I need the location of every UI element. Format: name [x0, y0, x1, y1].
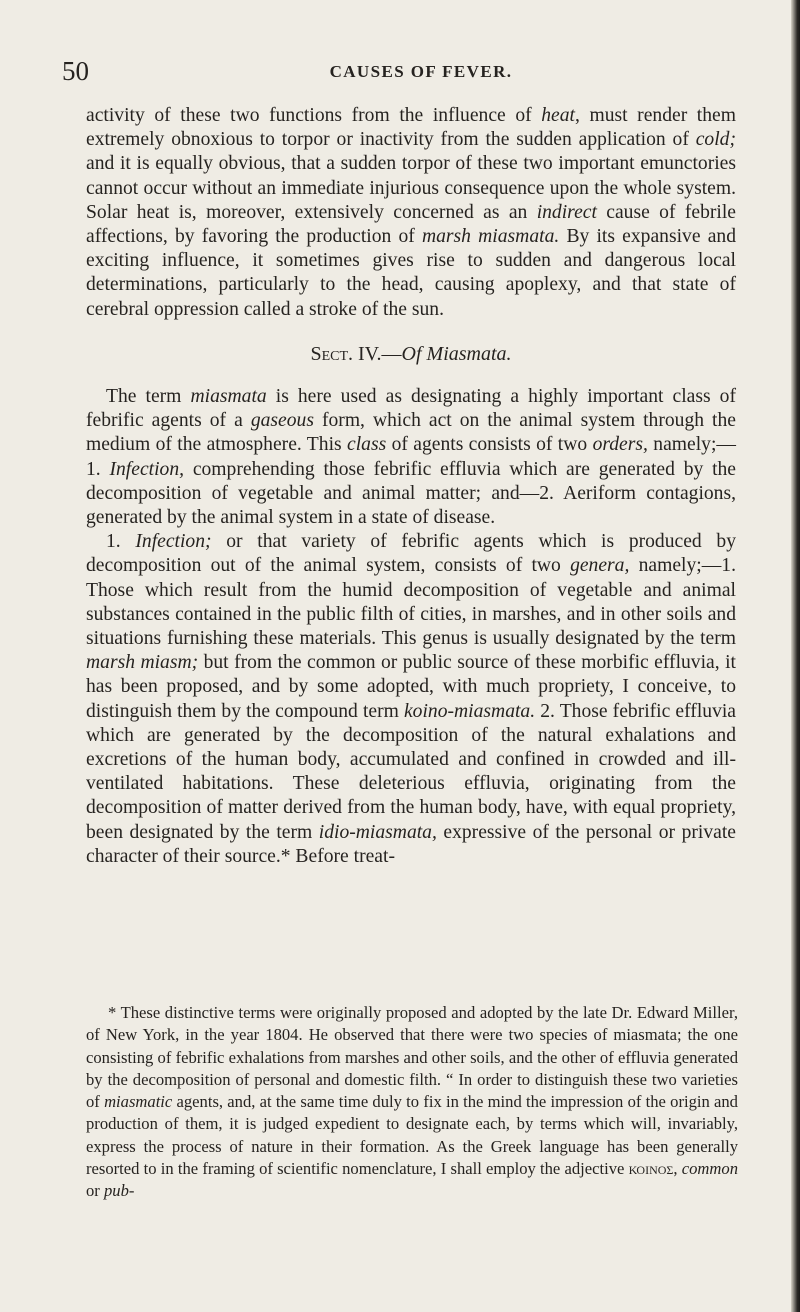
- page-edge: [791, 0, 800, 1312]
- paragraph-3: 1. Infection; or that variety of febrific agents which is produced by decomposition out of the animal system, consists of two genera, namely;—1. Those which result from the humid decomposition of vegetable and animal substances contained in the public filth of cities, in marshes, and in other soils and situations furnishing these materials. This genus is usually designated by the term marsh miasm; but from the common or public source of these morbific effluvia, it has been proposed, and by some adopted, with much propriety, I conceive, to distinguish them by the compound term koino-miasmata. 2. Those febrific effluvia which are generated by the decomposition of the natural exhalations and excretions of the human body, accumulated and confined in crowded and ill-ventilated habitations. These deleterious effluvia, originating from the decomposition of matter derived from the human body, have, with equal propriety, been designated by the term idio-miasmata, expressive of the personal or private character of their source.* Before treat-: [86, 531, 737, 867]
- body-text: [86, 104, 736, 869]
- footnote: [86, 1002, 738, 1203]
- paragraph-1: activity of these two functions from the influence of heat, must render them extremely obnoxious to torpor or inactivity from the sudden application of cold; and it is equally obvious, that a sudden torpor of these two important emunctories cannot occur without an immediate injurious consequence upon the whole system. Solar heat is, moreover, extensively concerned as an indirect cause of febrile affections, by favoring the production of marsh miasmata. By its expansive and exciting influence, it sometimes gives rise to sudden and dangerous local determinations, particularly to the head, causing apoplexy, and that state of cerebral oppression called a stroke of the sun.: [86, 105, 736, 320]
- running-head: CAUSES OF FEVER.: [329, 62, 513, 81]
- page-number: 50: [62, 56, 89, 86]
- section-heading: Sect. IV.—Of Miasmata.: [310, 342, 512, 365]
- footnote-text: * These distinctive terms were originally proposed and adopted by the late Dr. Edward Miller, of New York, in the year 1804. He observed that there were two species of miasmata; the one consisting of febrific exhalations from marshes and other soils, and the other of effluvia generated by the decomposition of personal and domestic filth. “ In order to distinguish these two varieties of miasmatic agents, and, at the same time duly to fix in the mind the impression of the origin and production of them, it is judged expedient to designate each, by terms which will, invariably, express the process of nature in their formation. As the Greek language has been generally resorted to in the framing of scientific nomenclature, I shall employ the adjective κοινοσ, common or pub-: [86, 1003, 738, 1201]
- paragraph-2: The term miasmata is here used as designating a highly important class of febrific agents of a gaseous form, which act on the animal system through the medium of the atmosphere. This class of agents consists of two orders, namely;—1. Infection, comprehending those febrific effluvia which are generated by the decomposition of vegetable and animal matter; and—2. Aeriform contagions, generated by the animal system in a state of disease.: [86, 386, 737, 529]
- page-header: [60, 52, 782, 88]
